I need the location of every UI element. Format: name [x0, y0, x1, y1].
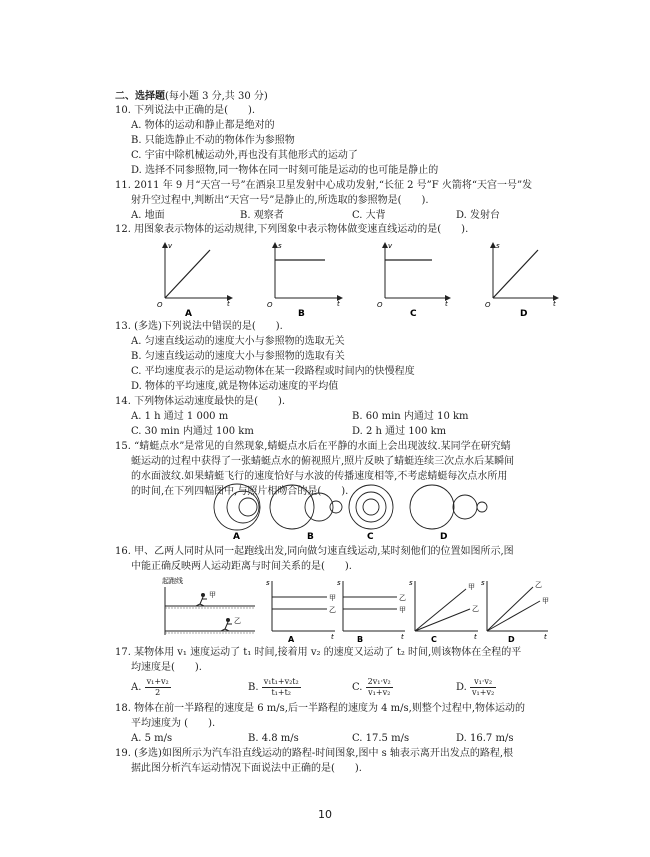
q16-line1: 16. 甲、乙两人同时从同一起跑线出发,同向做匀速直线运动,某时刻他们的位置如图所示,图 [115, 546, 514, 557]
q17-c-den: v₁+v₂ [368, 688, 391, 697]
q16-c-yi: 乙 [472, 605, 479, 613]
q17-c-num: 2v₁·v₂ [367, 677, 391, 686]
q11-option-c: C. 大背 [352, 210, 386, 221]
q13-option-a: A. 匀速直线运动的速度大小与参照物的选取无关 [131, 336, 345, 347]
q17-a-fraction [145, 677, 171, 698]
q16-label-b: B [357, 635, 364, 644]
q13-stem: 13. (多选)下列说法中错误的是( ). [115, 321, 283, 332]
q12-b-origin: O [267, 301, 273, 309]
q12-d-label: D [520, 309, 528, 319]
q16-d-yi: 乙 [535, 581, 542, 589]
q12-d-origin: O [485, 301, 491, 309]
q10-option-b: B. 只能选静止不动的物体作为参照物 [131, 135, 295, 146]
q17-option-b [248, 677, 301, 698]
q14-option-c: C. 30 min 内通过 100 km [131, 426, 254, 437]
q17-d-fraction [470, 677, 496, 698]
q12-b-xaxis: t [337, 300, 340, 308]
q17-b-den: t₁+t₂ [271, 688, 291, 697]
q17-c-fraction [366, 677, 393, 698]
q11-line1: 11. 2011 年 9 月“天宫一号”在酒泉卫星发射中心成功发射,“长征 2 号”F 火箭将“天宫一号”发 [115, 180, 533, 191]
q12-graphs [0, 238, 650, 318]
q14-option-b: B. 60 min 内通过 10 km [352, 411, 469, 422]
q12-graph-b [267, 242, 342, 319]
q16-d-jia: 甲 [542, 597, 549, 605]
q12-d-xaxis: t [553, 300, 556, 308]
q15-line2: 蜓运动的过程中获得了一张蜻蜓点水的俯视照片,照片反映了蜻蜓连续三次点水后某瞬间 [131, 456, 515, 467]
q15-figure-d [410, 485, 487, 529]
q17-b-num: v₁t₁+v₂t₂ [263, 677, 299, 686]
q16-a-yi: 乙 [329, 606, 336, 614]
q12-c-label: C [410, 309, 417, 319]
q17-line1: 17. 某物体用 v₁ 速度运动了 t₁ 时间,接着用 v₂ 的速度又运动了 t₂ 时间,则该物体在全程的平 [115, 647, 522, 658]
q12-a-xaxis: t [227, 300, 230, 308]
section-note: (每小题 3 分,共 30 分) [165, 91, 268, 102]
q12-a-label: A [185, 309, 192, 319]
q12-a-origin: O [157, 301, 163, 309]
q15-line3: 的水面波纹.如果蜻蜓飞行的速度恰好与水波的传播速度相等,不考虑蜻蜓每次点水所用 [131, 471, 508, 482]
q12-b-label: B [298, 309, 305, 319]
q17-a-num: v₁+v₂ [146, 677, 169, 686]
q10-option-c: C. 宇宙中除机械运动外,再也没有其他形式的运动了 [131, 150, 358, 161]
q11-line2: 射升空过程中,判断出“天宫一号”是静止的,所选取的参照物是( ). [131, 195, 429, 206]
q19-line1: 19. (多选)如图所示为汽车沿直线运动的路程-时间图象,图中 s 轴表示离开出发点的路程,根 [115, 748, 514, 759]
q12-stem: 12. 用图象表示物体的运动规律,下列图象中表示物体做变速直线运动的是( ). [115, 224, 469, 235]
q16-c-s: s [409, 579, 413, 587]
q16-d-t: t [544, 633, 547, 641]
q15-label-c: C [367, 532, 374, 542]
q12-c-yaxis: v [388, 242, 393, 250]
q13-option-b: B. 匀速直线运动的速度大小与参照物的选取有关 [131, 351, 345, 362]
q16-track-scene [162, 576, 255, 635]
q11-option-a: A. 地面 [131, 210, 165, 221]
q17-c-label: C. [352, 682, 363, 693]
q16-line2: 中能正确反映两人运动距离与时间关系的是( ). [131, 561, 352, 572]
q17-a-label: A. [131, 682, 142, 693]
q18-option-d: D. 16.7 m/s [456, 733, 514, 744]
q15-figure-b [270, 485, 342, 529]
q17-a-den: 2 [155, 688, 161, 697]
q18-option-b: B. 4.8 m/s [248, 733, 299, 744]
q16-label-d: D [508, 635, 515, 644]
q17-option-a [131, 677, 171, 698]
q17-d-den: v₁+v₂ [472, 688, 495, 697]
q16-b-yi: 乙 [399, 594, 406, 602]
q17-d-label: D. [456, 682, 467, 693]
q16-graph-a [272, 581, 335, 631]
q17-d-num: v₁·v₂ [470, 677, 496, 688]
q16-label-a: A [288, 635, 295, 644]
q15-label-d: D [440, 532, 448, 542]
q15-line1: 15. “蜻蜓点水”是常见的自然现象,蜻蜓点水后在平静的水面上会出现波纹.某同学在研究蜻 [115, 441, 511, 452]
q16-b-s: s [337, 579, 341, 587]
q19-line2: 据此图分析汽车运动情况下面说法中正确的是( ). [131, 763, 362, 774]
q15-figure-a [214, 484, 260, 530]
q10-option-a: A. 物体的运动和静止都是绝对的 [131, 120, 275, 131]
section-heading [115, 90, 268, 103]
q10-stem: 10. 下列说法中正确的是( ). [115, 105, 256, 116]
q18-line2: 平均速度为 ( ). [131, 718, 216, 729]
q17-b-label: B. [248, 682, 259, 693]
page-number: 10 [318, 808, 332, 821]
q15-label-b: B [307, 532, 314, 542]
q18-option-a: A. 5 m/s [131, 733, 173, 744]
q13-option-d: D. 物体的平均速度,就是物体运动速度的平均值 [131, 381, 339, 392]
q16-a-jia: 甲 [329, 594, 336, 602]
q15-figure-c [349, 485, 393, 529]
q17-option-d [456, 677, 496, 698]
q18-line1: 18. 物体在前一半路程的速度是 6 m/s,后一半路程的速度为 4 m/s,则整个过程中,物体运动的 [115, 703, 526, 714]
q17-b-fraction [262, 677, 301, 698]
q14-stem: 14. 下列物体运动速度最快的是( ). [115, 396, 286, 407]
q16-label-c: C [431, 635, 437, 644]
q16-a-s: s [266, 579, 270, 587]
q15-line4: 的时间,在下列四幅图中,与照片相吻合的是( ). [131, 486, 349, 497]
q16-b-t: t [401, 633, 404, 641]
q12-graph-a [157, 242, 232, 319]
q12-a-yaxis: v [168, 242, 173, 250]
q17-option-c [352, 677, 393, 698]
q16-c-t: t [474, 633, 477, 641]
q16-start-line-label: 起跑线 [162, 577, 183, 585]
q12-d-yaxis: s [496, 242, 500, 250]
q17-line2: 均速度是( ). [131, 662, 202, 673]
q16-figures [0, 573, 650, 643]
q16-b-jia: 甲 [399, 606, 406, 614]
q15-label-a: A [233, 532, 240, 542]
q12-b-yaxis: s [278, 242, 282, 250]
q10-option-d: D. 选择不同参照物,同一物体在同一时刻可能是运动的也可能是静止的 [131, 165, 439, 176]
q16-scene-jia: 甲 [209, 591, 216, 599]
q12-graph-c [377, 242, 450, 319]
q12-c-origin: O [377, 301, 383, 309]
q18-option-c: C. 17.5 m/s [352, 733, 410, 744]
q14-option-a: A. 1 h 通过 1 000 m [131, 411, 229, 422]
q11-option-d: D. 发射台 [456, 210, 501, 221]
q14-option-d: D. 2 h 通过 100 km [352, 426, 447, 437]
q16-a-t: t [331, 633, 334, 641]
q16-scene-yi: 乙 [234, 617, 241, 625]
q15-ripple-figures [0, 482, 650, 542]
section-title: 二、选择题 [115, 91, 165, 102]
q16-graph-b [343, 581, 405, 631]
q16-d-s: s [481, 579, 485, 587]
q12-c-xaxis: t [445, 300, 448, 308]
q12-graph-d [485, 242, 558, 319]
q16-c-jia: 甲 [468, 583, 475, 591]
q13-option-c: C. 平均速度表示的是运动物体在某一段路程或时间内的快慢程度 [131, 366, 415, 377]
q11-option-b: B. 观察者 [240, 210, 284, 221]
